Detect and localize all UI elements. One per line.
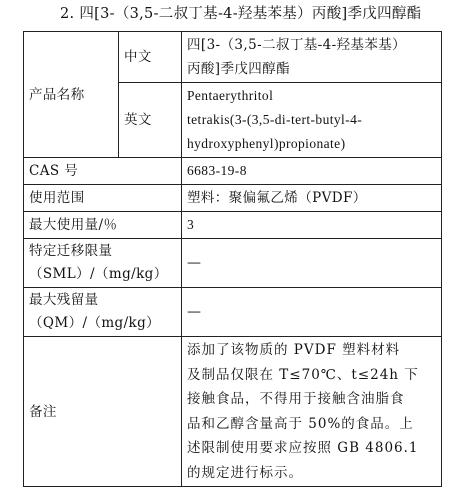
table-row-max-use [24, 212, 442, 239]
sml-value: — [182, 239, 442, 288]
chinese-label: 中文 [119, 32, 182, 83]
product-name-label: 产品名称 [24, 32, 119, 158]
cas-value: 6683-19-8 [182, 158, 442, 185]
remark-value [182, 337, 442, 487]
sml-label-line: （SML）/（mg/kg） [29, 266, 168, 282]
table-row-scope [24, 185, 442, 212]
chinese-name-line: 丙酸]季戊四醇酯 [187, 61, 290, 77]
max-use-value: 3 [182, 212, 442, 239]
sml-label-line: 特定迁移限量 [29, 243, 113, 259]
section-heading: 2. 四[3-（3,5-二叔丁基-4-羟基苯基）丙酸]季戊四醇酯 [60, 6, 422, 22]
qm-label [24, 288, 182, 337]
remark-line: 添加了该物质的 PVDF 塑料材料 [187, 342, 401, 358]
table-row-sml [24, 239, 442, 288]
remark-line: 述限制使用要求应按照 GB 4806.1 [187, 440, 419, 456]
table-row-remark [24, 337, 442, 487]
chinese-name-value [182, 32, 442, 83]
table-row-cas [24, 158, 442, 185]
scope-label: 使用范围 [24, 185, 182, 212]
cas-label: CAS 号 [24, 158, 182, 185]
remark-line: 品和乙醇含量高于 50%的食品。上 [187, 415, 414, 432]
english-name-line: hydroxyphenyl)propionate) [187, 136, 346, 151]
english-name-value [182, 83, 442, 158]
max-use-label: 最大使用量/％ [24, 212, 182, 239]
qm-label-line: 最大残留量 [29, 292, 99, 308]
remark-line: 接触食品，不得用于接触含油脂食 [187, 391, 405, 407]
chinese-name-line: 四[3-（3,5-二叔丁基-4-羟基苯基） [187, 37, 407, 53]
sml-label [24, 239, 182, 288]
qm-value: — [182, 288, 442, 337]
english-name-line: Pentaerythritol [187, 88, 274, 103]
scope-value: 塑料：聚偏氟乙烯（PVDF） [182, 185, 442, 212]
english-name-line: tetrakis(3-(3,5-di-tert-butyl-4- [187, 112, 363, 127]
remark-line: 及制品仅限在 T≤70℃、t≤24h 下 [187, 366, 419, 383]
english-label: 英文 [119, 83, 182, 158]
table-row-qm [24, 288, 442, 337]
substance-info-table [23, 31, 442, 487]
qm-label-line: （QM）/（mg/kg） [29, 315, 161, 331]
table-row-chinese-name [24, 32, 442, 83]
remark-label: 备注 [24, 337, 182, 487]
remark-line: 的规定进行标示。 [187, 464, 303, 481]
